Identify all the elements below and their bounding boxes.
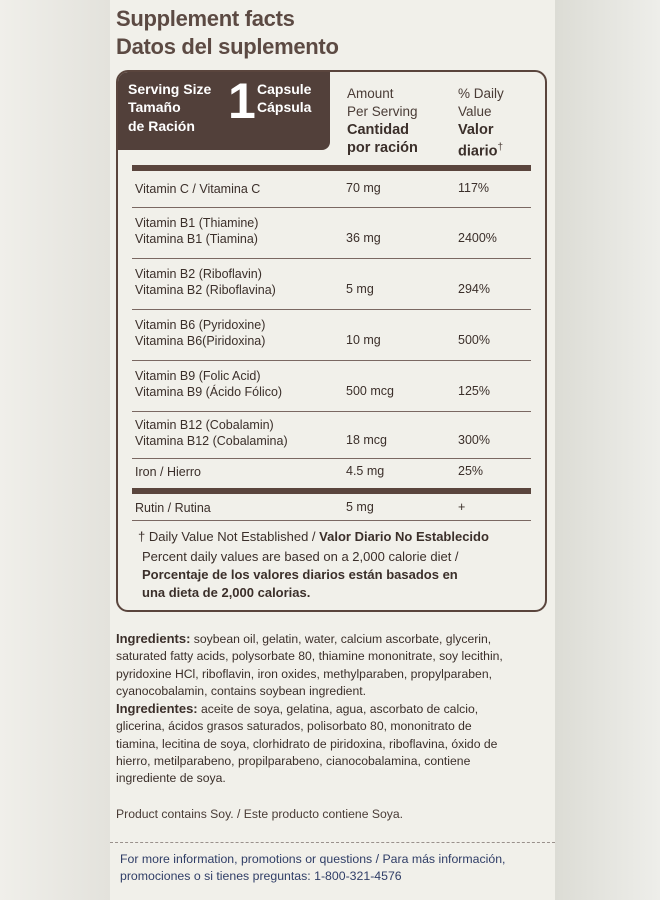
nutrient-amount: 5 mg [346,282,374,296]
dagger-footnote [138,528,489,546]
amount-header [347,85,418,157]
nutrient-name-es: Vitamina B1 (Tiamina) [135,232,258,246]
dv-header-1: % Daily [458,86,504,101]
ingredients-es [116,700,546,787]
amount-header-es-2: por ración [347,140,418,156]
amount-header-1: Amount [347,86,394,101]
percent-footnote [142,548,459,602]
dv-header-es-2: diario [458,143,498,160]
nutrient-name-es: Vitamina B9 (Ácido Fólico) [135,385,283,399]
nutrient-row [132,208,531,259]
nutrient-name-es: Vitamina B12 (Cobalamina) [135,434,288,448]
nutrient-row [132,310,531,361]
nutrient-daily-value: 294% [458,282,490,296]
ingredients-es-line: ingrediente de soya. [116,771,226,786]
nutrient-name: Vitamin B9 (Folic Acid) [135,369,261,383]
ingredients-en [116,630,546,700]
supplement-facts-box [116,70,547,612]
contact-info-line-2: promociones o si tienes preguntas: 1-800-321-4576 [120,869,402,883]
contact-info [120,851,550,885]
dv-header-2: Value [458,104,492,119]
ingredients-es-line: hierro, metilparabeno, propilparabeno, cianocobalamina, contiene [116,753,471,768]
nutrient-daily-value: 117% [458,181,490,195]
ingredients-en-line: cyanocobalamin, contains soybean ingredient. [116,683,367,698]
dagger-footnote-en: † Daily Value Not Established / [138,529,316,544]
nutrient-name: Vitamin B1 (Thiamine) [135,216,259,230]
title-es: Datos del suplemento [116,34,339,59]
nutrient-row [132,361,531,412]
nutrient-daily-value: 25% [458,464,484,478]
serving-number: 1 [228,73,256,129]
nutrient-daily-value: + [458,500,466,514]
ingredients-es-label: Ingredientes: [116,701,198,716]
dagger-footnote-es: Valor Diario No Establecido [319,529,489,544]
nutrient-amount: 18 mcg [346,433,387,447]
nutrient-amount: 70 mg [346,181,381,195]
amount-header-es-1: Cantidad [347,122,410,138]
nutrient-name: Vitamin B12 (Cobalamin) [135,418,274,432]
nutrient-daily-value: 300% [458,433,490,447]
dashed-divider [110,842,555,843]
nutrient-amount: 4.5 mg [346,464,385,478]
percent-footnote-es-1: Porcentaje de los valores diarios están basados en [142,567,458,582]
nutrient-row [132,412,531,459]
package-right-edge [555,0,660,900]
dv-header-es-1: Valor [458,122,494,138]
serving-label-es-1: Tamaño [128,99,181,115]
package-left-edge [0,0,110,900]
amount-header-2: Per Serving [347,104,418,119]
title-en: Supplement facts [116,6,295,31]
daily-value-header [458,85,504,161]
soy-note: Product contains Soy. / Este producto contiene Soya. [116,807,404,821]
nutrient-name-es: Vitamina B2 (Riboflavina) [135,283,276,297]
nutrient-name: Vitamin B6 (Pyridoxine) [135,318,266,332]
serving-label-es-2: de Ración [128,118,195,134]
ingredients-en-line: pyridoxine HCl, riboflavin, iron oxides, methylparaben, propylparaben, [116,666,492,681]
ingredients-es-line: tiamina, lecitina de soya, clorhidrato de piridoxina, riboflavina, óxido de [116,736,498,751]
serving-unit-es: Cápsula [257,99,312,115]
nutrient-row [132,259,531,310]
ingredients-en-line: soybean oil, gelatin, water, calcium ascorbate, glycerin, [190,632,492,646]
serving-unit-en: Capsule [257,81,312,97]
nutrient-daily-value: 2400% [458,231,497,245]
nutrient-row [132,459,531,488]
serving-size-block [118,72,330,150]
ingredients-en-line: saturated fatty acids, polysorbate 80, thiamine mononitrate, soy lecithin, [116,649,503,664]
percent-footnote-es-2: una dieta de 2,000 calorias. [142,585,311,600]
nutrient-amount: 36 mg [346,231,381,245]
nutrient-amount: 10 mg [346,333,381,347]
nutrient-row [132,171,531,208]
contact-info-line-1: For more information, promotions or questions / Para más información, [120,852,506,866]
nutrient-name: Rutin / Rutina [135,501,211,515]
nutrient-name: Iron / Hierro [135,465,201,479]
ingredients-es-line: aceite de soya, gelatina, agua, ascorbato de calcio, [197,702,479,716]
nutrient-daily-value: 500% [458,333,490,347]
nutrient-amount: 500 mcg [346,384,394,398]
nutrient-name: Vitamin C / Vitamina C [135,182,261,196]
ingredients-es-line: glicerina, ácidos grasos saturados, polisorbato 80, mononitrato de [116,719,472,734]
nutrient-amount: 5 mg [346,500,374,514]
ingredients-en-label: Ingredients: [116,631,191,646]
percent-footnote-en: Percent daily values are based on a 2,000 calorie diet / [142,549,459,564]
dagger-mark: † [497,142,504,153]
nutrient-name-es: Vitamina B6(Piridoxina) [135,334,266,348]
serving-label-en: Serving Size [128,81,212,97]
nutrient-name: Vitamin B2 (Riboflavin) [135,267,262,281]
nutrient-daily-value: 125% [458,384,490,398]
nutrient-row [132,494,531,521]
